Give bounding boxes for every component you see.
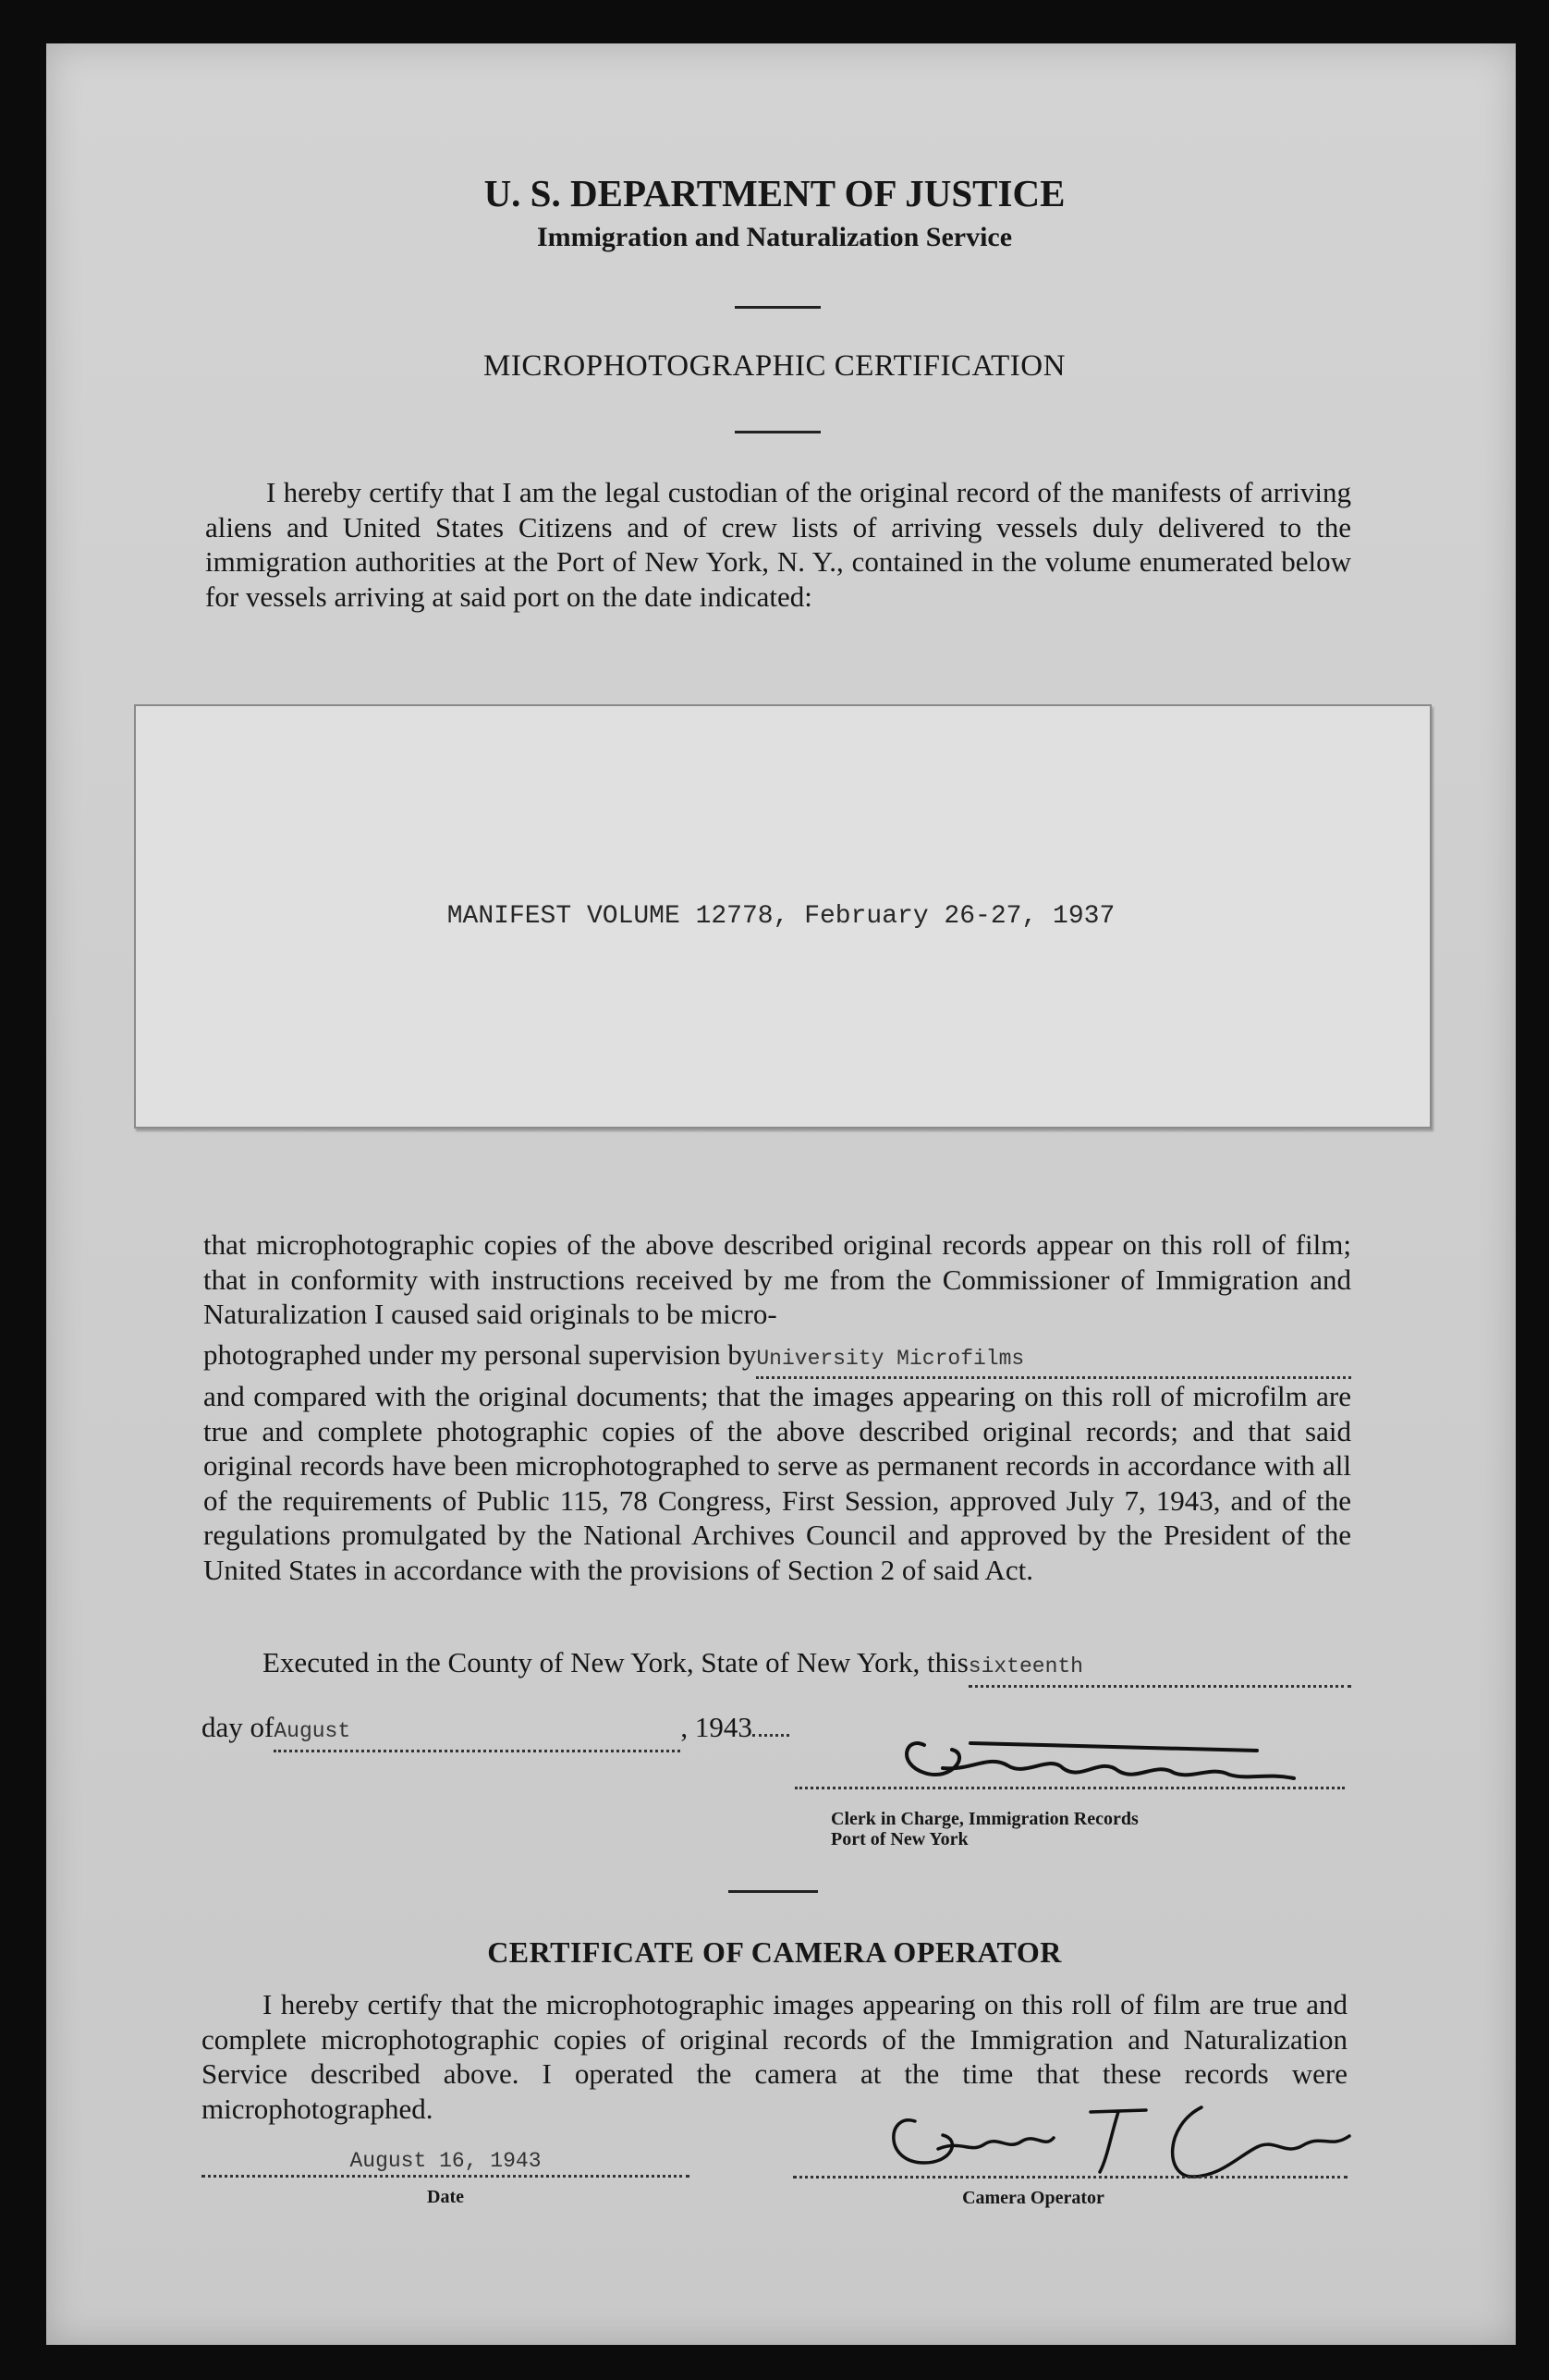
divider <box>735 431 821 433</box>
camera-paragraph: I hereby certify that the microphotographic images appearing on this roll of film are true and complete microphotographic copies of original records of the Immigration and Naturalization Service described above. I operated the camera at the time that these records were microphotographed. <box>201 1988 1348 2125</box>
date-label: Date <box>427 2187 464 2207</box>
camera-operator-field <box>793 2149 1348 2209</box>
year-value: , 1943 <box>680 1711 752 1743</box>
day-of-label: day of <box>201 1711 274 1743</box>
supervision-by-value: University Microfilms <box>756 1346 1025 1371</box>
month-fill <box>274 1710 680 1752</box>
date-value: August 16, 1943 <box>349 2149 542 2173</box>
supervision-fill <box>756 1337 1351 1380</box>
camera-operator-line <box>793 2149 1348 2179</box>
clerk-title-line-1: Clerk in Charge, Immigration Records <box>831 1809 1139 1829</box>
body-part-2: and compared with the original documents; that the images appearing on this roll of microfilm are true and complete photographic copies of the above described original records; and that said original records have been microphotographed to serve as permanent records in accordance with all of the requirements of Public 115, 78 Congress, First Session, approved July 7, 1943, and of the regulations promulgated by the National Archives Council and approved by the President of the United States in accordance with the provisions of Section 2 of said Act. <box>203 1380 1351 1586</box>
department-heading: U. S. DEPARTMENT OF JUSTICE <box>483 172 1066 214</box>
camera-operator-title: CERTIFICATE OF CAMERA OPERATOR <box>487 1935 1062 1969</box>
execution-lead: Executed in the County of New York, State of New York, this <box>262 1646 969 1678</box>
divider <box>728 1890 818 1893</box>
month-value: August <box>274 1719 351 1743</box>
day-fill <box>969 1645 1351 1688</box>
manifest-volume-text: MANIFEST VOLUME 12778, February 26-27, 1937 <box>446 902 1116 931</box>
supervision-lead: photographed under my personal supervision by <box>203 1337 757 1371</box>
day-of-line <box>201 1710 848 1752</box>
clerk-title-line-2: Port of New York <box>831 1829 969 1849</box>
certification-body <box>203 1227 1351 1587</box>
certification-title: MICROPHOTOGRAPHIC CERTIFICATION <box>483 349 1066 383</box>
date-line <box>201 2149 689 2178</box>
intro-paragraph: I hereby certify that I am the legal custodian of the original record of the manifests of arriving aliens and United States Citizens and of crew lists of arriving vessels duly delivered to the immigration authorities at the Port of New York, N. Y., contained in the volume enumerated below for vessels arriving at said port on the date indicated: <box>205 476 1351 613</box>
date-field <box>201 2149 689 2208</box>
clerk-title <box>831 1809 1139 1849</box>
service-subheading: Immigration and Naturalization Service <box>536 222 1013 252</box>
day-value: sixteenth <box>968 1654 1083 1678</box>
camera-operator-label: Camera Operator <box>962 2188 1104 2208</box>
supervision-line <box>203 1337 1351 1380</box>
execution-line <box>262 1645 1351 1688</box>
year-fill <box>752 1734 789 1737</box>
clerk-signature-line <box>795 1787 1345 1789</box>
body-part-1: that microphotographic copies of the above described original records appear on this roll of film; that in conformity with instructions received by me from the Commissioner of Immigration and Naturalization I caused said originals to be micro- <box>203 1228 1351 1330</box>
divider <box>735 306 821 309</box>
